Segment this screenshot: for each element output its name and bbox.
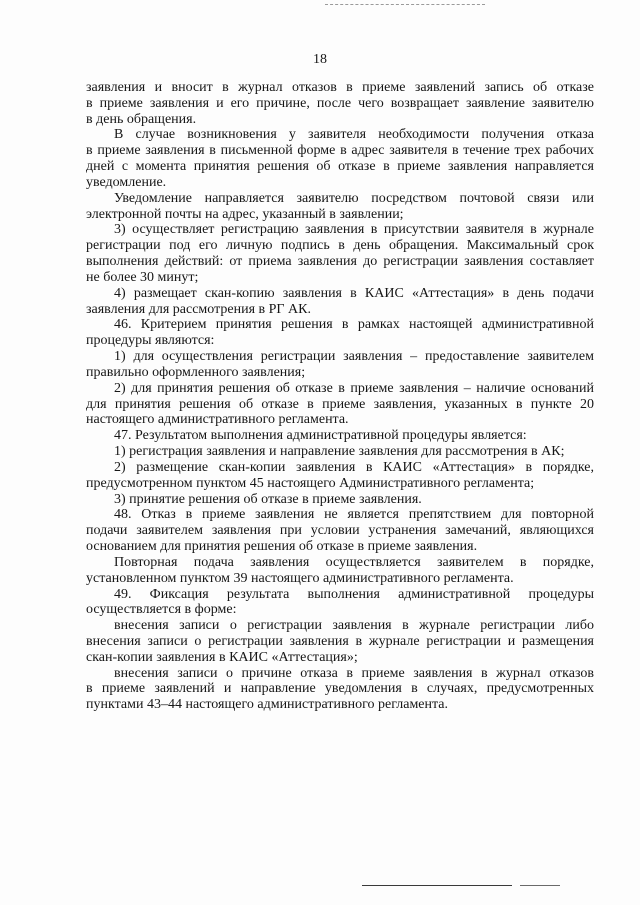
text-line: пунктами 43–44 настоящего административного регламента.	[86, 697, 449, 713]
text-line: внесения записи о причине отказа в приеме заявления в журнал отказов	[114, 665, 594, 681]
text-line: 47. Результатом выполнения административной процедуры является:	[114, 428, 527, 444]
text-line: выполнения действий: от приема заявления до регистрации заявления составляет	[86, 254, 594, 270]
text-line: внесения записи о регистрации заявления в журнале регистрации и размещения	[86, 633, 594, 649]
text-line: 1) для осуществления регистрации заявления – предоставление заявителем	[114, 349, 594, 365]
text-line: электронной почты на адрес, указанный в заявлении;	[86, 206, 404, 222]
text-line: 48. Отказ в приеме заявления не является препятствием для повторной	[114, 507, 594, 523]
text-line: 4) размещает скан-копию заявления в КАИС «Аттестация» в день подачи	[114, 285, 594, 301]
text-line: скан-копии заявления в КАИС «Аттестация»;	[86, 649, 358, 665]
text-line: предусмотренном пунктом 45 настоящего Административного регламента;	[86, 475, 535, 491]
text-line: 46. Критерием принятия решения в рамках настоящей административной	[114, 317, 594, 333]
text-line: 2) для принятия решения об отказе в приеме заявления – наличие оснований	[114, 380, 594, 396]
text-line: в приеме заявления и его причине, после чего возвращает заявление заявителю	[86, 95, 594, 111]
text-line: в приеме заявлений и направление уведомления в случаях, предусмотренных	[86, 681, 594, 697]
text-line: внесения записи о регистрации заявления в журнале регистрации либо	[114, 618, 594, 634]
text-line: установленном пунктом 39 настоящего административного регламента.	[86, 570, 514, 586]
text-line: 3) осуществляет регистрацию заявления в присутствии заявителя в журнале	[114, 222, 594, 238]
text-line: в день обращения.	[86, 111, 197, 127]
bottom-scan-rule	[362, 885, 512, 887]
text-line: В случае возникновения у заявителя необходимости получения отказа	[114, 127, 594, 143]
text-line: регистрации под его личную подпись в день обращения. Максимальный срок	[86, 238, 594, 254]
text-line: в приеме заявления в письменной форме в адрес заявителя в течение трех рабочих	[86, 143, 594, 159]
text-line: 3) принятие решения об отказе в приеме заявления.	[114, 491, 422, 507]
document-body	[86, 80, 594, 713]
text-line: 49. Фиксация результата выполнения административной процедуры	[114, 586, 594, 602]
bottom-scan-rule-short	[520, 885, 560, 887]
text-line: осуществляется в форме:	[86, 602, 237, 618]
text-line: подачи заявителем заявления при условии устранения замечаний, являющихся	[86, 523, 594, 539]
text-line: Уведомление направляется заявителю посредством почтовой связи или	[114, 190, 594, 206]
top-scan-rule	[325, 4, 485, 6]
text-line: основанием для принятия решения об отказе в приеме заявления.	[86, 539, 478, 555]
text-line: для принятия решения об отказе в приеме заявления, указанных в пункте 20	[86, 396, 594, 412]
text-line: заявления для рассмотрения в РГ АК.	[86, 301, 311, 317]
text-line: 2) размещение скан-копии заявления в КАИС «Аттестация» в порядке,	[114, 459, 594, 475]
page-number: 18	[313, 52, 327, 67]
text-line: 1) регистрация заявления и направление заявления для рассмотрения в АК;	[114, 444, 565, 460]
text-line: Повторная подача заявления осуществляется заявителем в порядке,	[114, 554, 594, 570]
text-line: настоящего административного регламента.	[86, 412, 349, 428]
text-line: дней с момента принятия решения об отказе в приеме заявления направляется	[86, 159, 594, 175]
text-line: не более 30 минут;	[86, 269, 199, 285]
text-line: процедуры являются:	[86, 333, 215, 349]
text-line: правильно оформленного заявления;	[86, 364, 306, 380]
text-line: уведомление.	[86, 174, 167, 190]
text-line: заявления и вносит в журнал отказов в приеме заявлений запись об отказе	[86, 80, 594, 95]
